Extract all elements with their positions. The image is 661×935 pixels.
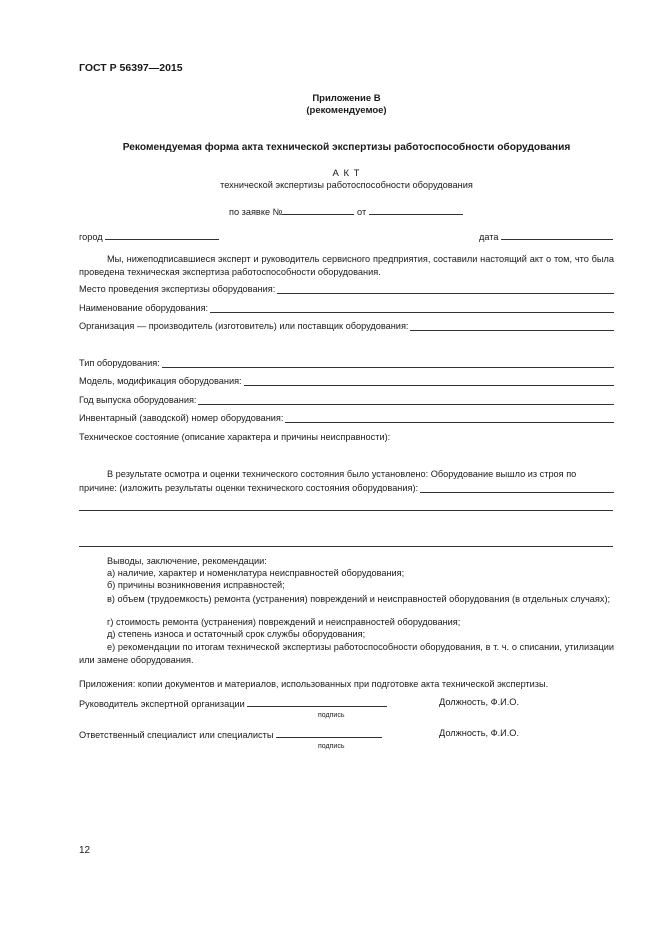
name-field xyxy=(79,303,614,313)
place-field xyxy=(79,284,614,294)
result-blank[interactable] xyxy=(420,484,614,493)
specialist-label: Ответственный специалист или специалисты xyxy=(79,730,274,740)
city-field xyxy=(79,230,219,242)
type-label: Тип оборудования: xyxy=(79,358,160,368)
result-field xyxy=(79,483,614,493)
condition-label: Техническое состояние (описание характера и причины неисправности): xyxy=(79,432,391,442)
request-number-label: по заявке № xyxy=(229,207,283,217)
head-signature-caption: подпись xyxy=(318,712,345,719)
specialist-position-label: Должность, Ф.И.О. xyxy=(439,728,520,738)
date-label: дата xyxy=(479,232,499,242)
request-from-label: от xyxy=(357,207,367,217)
city-label: город xyxy=(79,232,103,242)
head-signature-blank[interactable] xyxy=(247,697,387,707)
model-label: Модель, модификация оборудования: xyxy=(79,376,242,386)
page-number: 12 xyxy=(79,845,91,856)
place-label: Место проведения экспертизы оборудования: xyxy=(79,284,276,294)
name-label: Наименование оборудования: xyxy=(79,303,209,313)
model-field xyxy=(79,376,614,386)
request-line xyxy=(229,205,463,217)
conclusion-item-a: а) наличие, характер и номенклатура неисправностей оборудования; xyxy=(107,568,405,578)
manufacturer-field xyxy=(79,321,614,331)
date-blank[interactable] xyxy=(501,230,613,240)
appendix-title: Приложение В xyxy=(312,93,381,104)
conclusion-item-e: д) степень износа и остаточный срок службы оборудования; xyxy=(107,629,366,639)
manufacturer-label: Организация — производитель (изготовитель) или поставщик оборудования: xyxy=(79,321,409,331)
city-blank[interactable] xyxy=(105,230,219,240)
place-blank[interactable] xyxy=(277,285,614,294)
attachments-note: Приложения: копии документов и материалов, использованных при подготовке акта технической экспертизы. xyxy=(79,679,549,689)
inventory-blank[interactable] xyxy=(285,414,614,423)
type-field xyxy=(79,358,614,368)
result-blank-line-3[interactable] xyxy=(79,546,613,547)
specialist-signature-caption: подпись xyxy=(318,743,345,750)
name-blank[interactable] xyxy=(210,304,614,313)
appendix-subtitle: (рекомендуемое) xyxy=(306,105,387,116)
conclusion-item-d: г) стоимость ремонта (устранения) повреждений и неисправностей оборудования; xyxy=(107,617,461,627)
conclusions-heading: Выводы, заключение, рекомендации: xyxy=(107,556,267,566)
inventory-label: Инвентарный (заводской) номер оборудования: xyxy=(79,413,284,423)
head-signature-row xyxy=(79,697,387,709)
conclusion-item-c: в) объем (трудоемкость) ремонта (устранения) повреждений и неисправностей оборудования (в отдельных случаях); xyxy=(107,594,611,604)
head-label: Руководитель экспертной организации xyxy=(79,699,245,709)
conclusion-item-f: е) рекомендации по итогам технической экспертизы работоспособности оборудования, в т. ч. о списании, утилизации или замене оборудования. xyxy=(79,642,614,665)
request-number-blank[interactable] xyxy=(282,205,354,215)
manufacturer-blank[interactable] xyxy=(410,322,614,331)
date-field xyxy=(479,230,613,242)
head-position-label: Должность, Ф.И.О. xyxy=(439,697,520,707)
specialist-signature-row xyxy=(79,728,382,740)
year-field xyxy=(79,395,614,405)
inventory-field xyxy=(79,413,614,423)
result-text-line1: В результате осмотра и оценки технического состояния было установлено: Оборудование вышло из строя по xyxy=(107,469,577,479)
year-label: Год выпуска оборудования: xyxy=(79,395,197,405)
act-title: А К Т xyxy=(332,168,361,179)
intro-paragraph: Мы, нижеподписавшиеся эксперт и руководитель сервисного предприятия, составили настоящий акт о том, что была проведена техническая экспертиза работоспособности оборудования. xyxy=(79,254,614,277)
type-blank[interactable] xyxy=(162,359,614,368)
standard-header: ГОСТ Р 56397—2015 xyxy=(79,62,183,74)
form-title: Рекомендуемая форма акта технической экспертизы работоспособности оборудования xyxy=(122,142,571,153)
request-date-blank[interactable] xyxy=(369,205,463,215)
conclusion-item-b: б) причины возникновения исправностей; xyxy=(107,580,285,590)
act-subtitle: технической экспертизы работоспособности оборудования xyxy=(220,180,473,190)
result-blank-line-2[interactable] xyxy=(79,510,613,511)
year-blank[interactable] xyxy=(198,396,614,405)
model-blank[interactable] xyxy=(244,377,614,386)
specialist-signature-blank[interactable] xyxy=(276,728,382,738)
result-text-line2: причине: (изложить результаты оценки технического состояния оборудования): xyxy=(79,483,419,493)
